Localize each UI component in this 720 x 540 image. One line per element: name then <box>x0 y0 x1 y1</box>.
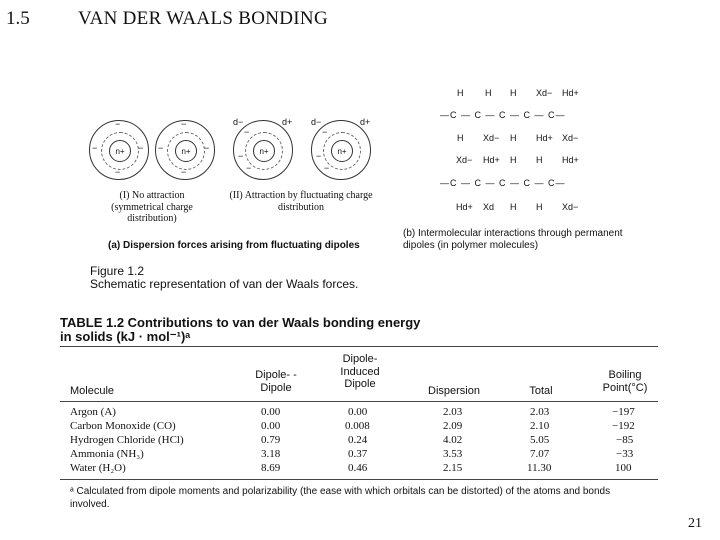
partial-negative-label: d− <box>233 117 244 127</box>
atom-1 <box>89 120 149 180</box>
cell-total: 2.10 <box>530 420 550 432</box>
atom-symbol: H <box>485 88 492 98</box>
cell-total: 2.03 <box>530 406 550 418</box>
cell-molecule: Hydrogen Chloride (HCl) <box>70 434 184 446</box>
cell-boiling-point: −33 <box>616 448 634 460</box>
atom-symbol: H <box>510 155 517 165</box>
atom-symbol: Xd− <box>483 133 500 143</box>
cell-total: 5.05 <box>530 434 550 446</box>
cell-dipole: 0.00 <box>261 420 281 432</box>
header-boiling-point: Boiling Point(°C) <box>602 369 648 394</box>
partial-positive-label: d+ <box>282 117 293 127</box>
partial-positive-label: d+ <box>360 117 371 127</box>
partial-negative-label: d− <box>311 117 322 127</box>
atom-symbol: Xd− <box>562 202 579 212</box>
atom-symbol: H <box>536 155 543 165</box>
cell-molecule: Ammonia (NH₃) <box>70 448 144 460</box>
slide-title: VAN DER WAALS BONDING <box>78 8 328 29</box>
nucleus: n+ <box>175 140 197 162</box>
figure-label: Figure 1.2 <box>90 264 145 278</box>
cell-dispersion: 3.53 <box>443 448 463 460</box>
cell-dispersion: 2.03 <box>443 406 463 418</box>
atom-2 <box>155 120 215 180</box>
electron: − <box>324 163 330 173</box>
atom-4 <box>311 120 371 180</box>
atom-symbol: H <box>457 133 464 143</box>
header-induced-dipole: Dipole- Induced Dipole <box>340 353 380 391</box>
caption-permanent-dipoles: (b) Intermolecular interactions through permanent dipoles (in polymer molecules) <box>403 228 623 251</box>
atom-symbol: Xd <box>483 202 495 212</box>
atom-symbol: Hd+ <box>562 88 579 98</box>
electron: − <box>316 151 322 161</box>
atom-symbol: Hd+ <box>483 155 500 165</box>
atom-symbol: H <box>510 202 517 212</box>
cell-dispersion: 2.09 <box>443 420 463 432</box>
cell-induced: 0.37 <box>348 448 368 460</box>
atom-symbol: H <box>510 133 517 143</box>
electron: − <box>246 163 252 173</box>
electron: − <box>244 127 250 137</box>
nucleus: n+ <box>109 140 131 162</box>
atom-symbol: Xd− <box>456 155 473 165</box>
caption-dispersion: (a) Dispersion forces arising from fluctuating dipoles <box>108 240 360 251</box>
header-dispersion: Dispersion <box>428 385 480 397</box>
table-rule-top <box>60 346 658 347</box>
cell-boiling-point: −85 <box>616 434 634 446</box>
section-number: 1.5 <box>6 8 30 29</box>
cell-dipole: 3.18 <box>261 448 281 460</box>
header-molecule: Molecule <box>70 385 115 397</box>
caption-attraction: (II) Attraction by fluctuating charge distribution <box>229 190 373 213</box>
cell-molecule: Argon (A) <box>70 406 116 418</box>
electron: − <box>181 167 187 177</box>
electron: − <box>115 119 121 129</box>
header-dipole-dipole: Dipole- -Dipole <box>255 369 297 394</box>
cell-dipole: 8.69 <box>261 462 281 474</box>
atom-symbol: H <box>536 202 543 212</box>
cell-molecule: Carbon Monoxide (CO) <box>70 420 176 432</box>
electron: − <box>322 127 328 137</box>
atom-3 <box>233 120 293 180</box>
atom-symbol: Hd+ <box>562 155 579 165</box>
cell-total: 11.30 <box>527 462 552 474</box>
electron: − <box>238 151 244 161</box>
cell-boiling-point: 100 <box>615 462 632 474</box>
cell-total: 7.07 <box>530 448 550 460</box>
electron: − <box>204 143 210 153</box>
electron: − <box>92 143 98 153</box>
table-footnote: ᵃ Calculated from dipole moments and polarizability (the ease with which orbitals can be distorted) of the atoms and bonds involved. <box>70 486 611 510</box>
electron: − <box>138 143 144 153</box>
cell-induced: 0.46 <box>348 462 368 474</box>
cell-dispersion: 4.02 <box>443 434 463 446</box>
atom-symbol: Xd− <box>536 88 553 98</box>
nucleus: n+ <box>253 140 275 162</box>
cell-induced: 0.24 <box>348 434 368 446</box>
atom-symbol: Hd+ <box>456 202 473 212</box>
page-number: 21 <box>688 516 702 531</box>
cell-molecule: Water (H₂O) <box>70 462 126 474</box>
cell-dipole: 0.79 <box>261 434 281 446</box>
electron: − <box>181 119 187 129</box>
atom-symbol: Hd+ <box>536 133 553 143</box>
figure-caption: Schematic representation of van der Waals forces. <box>90 277 359 291</box>
electron: − <box>115 167 121 177</box>
cell-dispersion: 2.15 <box>443 462 463 474</box>
atom-symbol: H <box>457 88 464 98</box>
atom-symbol: Xd− <box>562 133 579 143</box>
table-rule-mid <box>60 401 658 402</box>
table-title: TABLE 1.2 Contributions to van der Waals bonding energy in solids (kJ · mol⁻¹)ᵃ <box>60 315 421 345</box>
carbon-chain: —C — C — C — C — C— <box>440 178 566 188</box>
cell-induced: 0.008 <box>345 420 370 432</box>
electron: − <box>158 143 164 153</box>
caption-no-attraction: (I) No attraction (symmetrical charge distribution) <box>111 190 193 224</box>
cell-dipole: 0.00 <box>261 406 281 418</box>
atom-symbol: H <box>510 88 517 98</box>
cell-boiling-point: −192 <box>612 420 635 432</box>
cell-induced: 0.00 <box>348 406 368 418</box>
table-rule-bottom <box>60 479 658 480</box>
cell-boiling-point: −197 <box>612 406 635 418</box>
nucleus: n+ <box>331 140 353 162</box>
carbon-chain: —C — C — C — C — C— <box>440 110 566 120</box>
header-total: Total <box>529 385 553 397</box>
